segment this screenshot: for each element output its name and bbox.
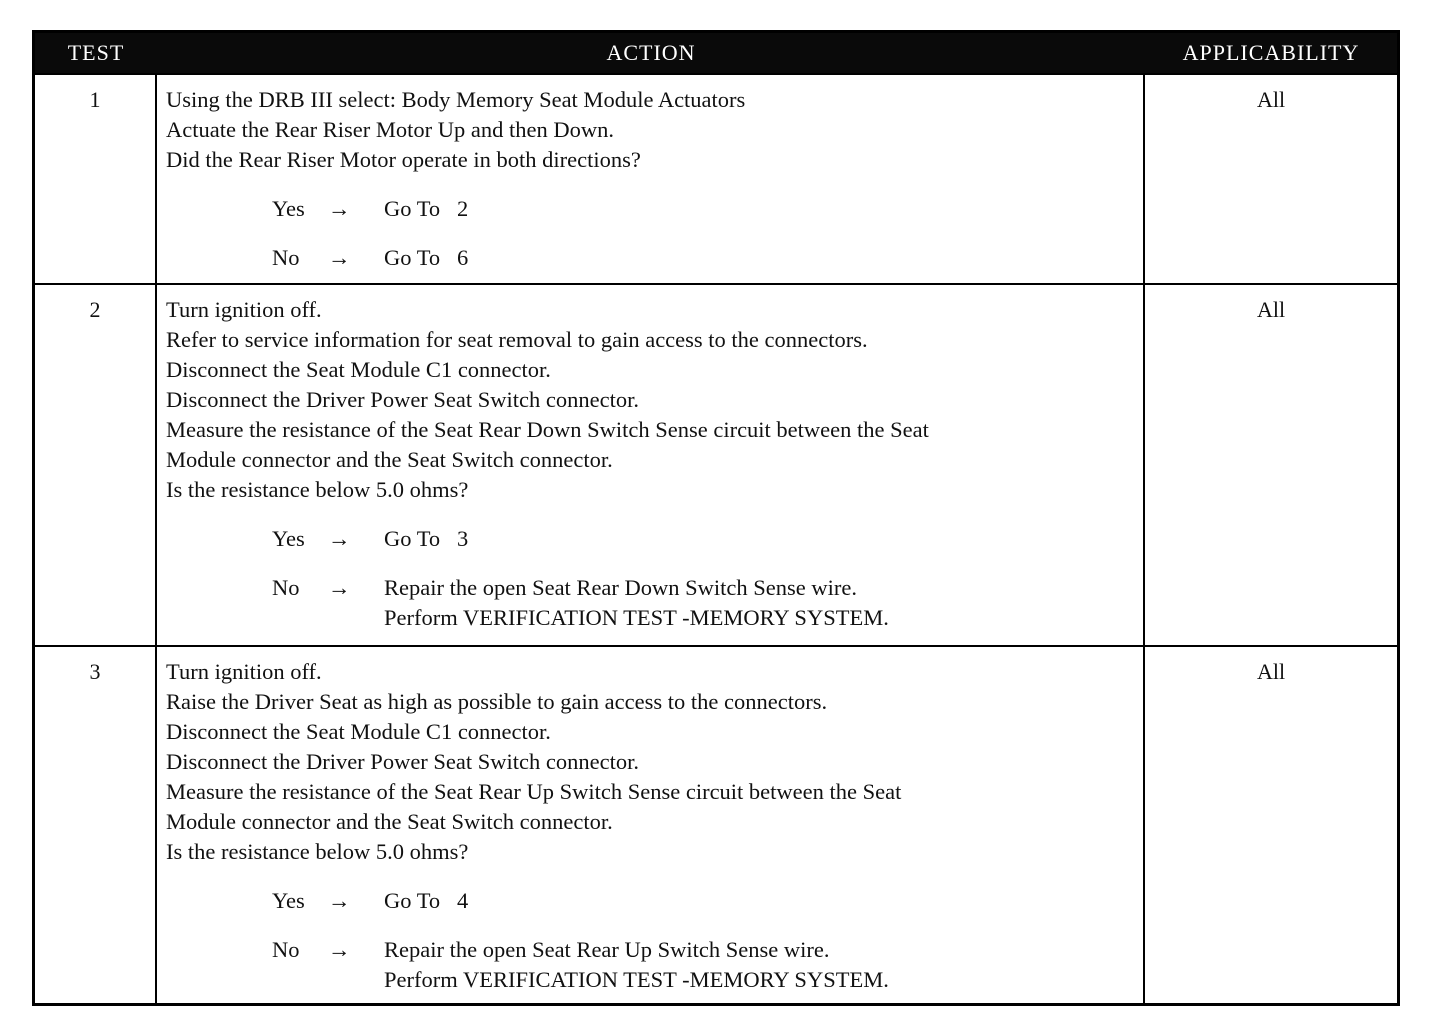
no-result: Go To 6: [384, 245, 469, 270]
action-cell: [157, 75, 1145, 283]
table-row: [35, 73, 1397, 283]
test-number: 1: [35, 75, 157, 283]
applicability-value: All: [1256, 297, 1286, 322]
yes-result: Go To 2: [384, 196, 469, 221]
action-step: Disconnect the Driver Power Seat Switch connector.: [166, 749, 639, 774]
action-step: Raise the Driver Seat as high as possible to gain access to the connectors.: [166, 689, 828, 714]
yes-result: Go To 3: [384, 526, 469, 551]
no-branch: [272, 935, 1135, 995]
no-label: No: [272, 937, 300, 962]
yes-label: Yes: [272, 196, 305, 221]
action-step: Module connector and the Seat Switch connector.: [166, 447, 613, 472]
action-cell: [157, 285, 1145, 645]
right-arrow-icon: →: [328, 888, 351, 913]
no-result: [384, 573, 889, 633]
yes-label: Yes: [272, 526, 305, 551]
no-result-line: Perform VERIFICATION TEST -MEMORY SYSTEM.: [384, 605, 889, 630]
table-header: [35, 33, 1397, 73]
action-step: Disconnect the Driver Power Seat Switch connector.: [166, 387, 639, 412]
yes-branch: [272, 886, 1135, 916]
applicability-value: All: [1256, 659, 1286, 684]
action-step: Turn ignition off.: [166, 659, 322, 684]
table-row: [35, 283, 1397, 645]
header-applicability: APPLICABILITY: [1182, 40, 1360, 65]
action-step: Refer to service information for seat removal to gain access to the connectors.: [166, 327, 868, 352]
right-arrow-icon: →: [328, 575, 351, 600]
action-step: Disconnect the Seat Module C1 connector.: [166, 719, 551, 744]
action-step: Did the Rear Riser Motor operate in both directions?: [166, 147, 641, 172]
action-step: Turn ignition off.: [166, 297, 322, 322]
no-label: No: [272, 575, 300, 600]
action-step: Measure the resistance of the Seat Rear Down Switch Sense circuit between the Seat: [166, 417, 929, 442]
yes-label: Yes: [272, 888, 305, 913]
table-row: [35, 645, 1397, 1004]
action-step: Disconnect the Seat Module C1 connector.: [166, 357, 551, 382]
header-action: ACTION: [606, 40, 696, 65]
test-number: 3: [35, 647, 157, 1004]
yes-branch: [272, 194, 1135, 224]
no-label: No: [272, 245, 300, 270]
test-number: 2: [35, 285, 157, 645]
header-test: TEST: [67, 40, 125, 65]
no-branch: [272, 243, 1135, 273]
yes-result: Go To 4: [384, 888, 469, 913]
yes-branch: [272, 524, 1135, 554]
action-cell: [157, 647, 1145, 1004]
diagnostic-test-table: [32, 30, 1400, 1006]
applicability-value: All: [1256, 87, 1286, 112]
no-result-line: Perform VERIFICATION TEST -MEMORY SYSTEM.: [384, 967, 889, 992]
no-branch: [272, 573, 1135, 633]
action-step: Module connector and the Seat Switch connector.: [166, 809, 613, 834]
right-arrow-icon: →: [328, 937, 351, 962]
action-step: Is the resistance below 5.0 ohms?: [166, 477, 469, 502]
action-step: Actuate the Rear Riser Motor Up and then Down.: [166, 117, 615, 142]
right-arrow-icon: →: [328, 526, 351, 551]
no-result: [384, 935, 889, 995]
action-step: Is the resistance below 5.0 ohms?: [166, 839, 469, 864]
action-step: Measure the resistance of the Seat Rear Up Switch Sense circuit between the Seat: [166, 779, 902, 804]
right-arrow-icon: →: [328, 245, 351, 270]
no-result-line: Repair the open Seat Rear Up Switch Sense wire.: [384, 937, 830, 962]
right-arrow-icon: →: [328, 196, 351, 221]
no-result-line: Repair the open Seat Rear Down Switch Sense wire.: [384, 575, 858, 600]
action-step: Using the DRB III select: Body Memory Seat Module Actuators: [166, 87, 746, 112]
